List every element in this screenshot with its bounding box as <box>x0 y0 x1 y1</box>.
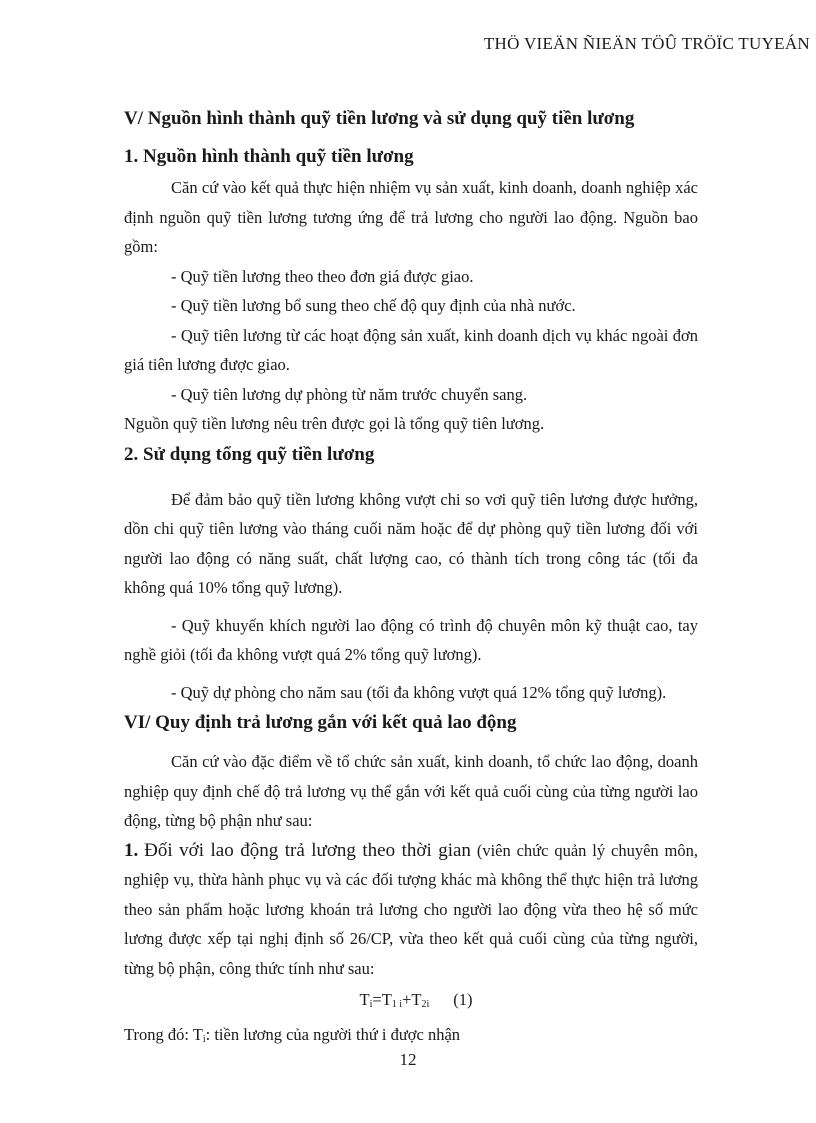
equation-number: (1) <box>453 990 473 1009</box>
section-5-heading: V/ Nguồn hình thành quỹ tiền lương và sử dụng quỹ tiền lương <box>124 108 635 129</box>
subsection-5-1-heading <box>124 141 698 173</box>
page-content <box>124 103 698 1054</box>
formula-term: T <box>411 990 422 1009</box>
paragraph-6-1-body: (viên chức quản lý chuyên môn, nghiệp vụ, thừa hành phục vụ và các đối tượng khác mà không thể thực hiện trả lương theo sản phẩm hoặc lương khoán trả lương cho người lao động vừa theo hệ số mức lương được xếp tại nghị định số 26/CP, vừa theo kết quả cuối cùng của từng người, từng bộ phận, công thức tính như sau: <box>124 840 699 978</box>
formula-operator: + <box>402 990 412 1009</box>
subsection-number: 1. <box>124 839 139 861</box>
section-6-heading: VI/ Quy định trả lương gắn với kết quả lao động <box>124 712 517 733</box>
list-item: - Quỹ tiền lương theo theo đơn giá được giao. <box>171 266 474 286</box>
definition-text: : tiền lương của người thứ i được nhận <box>205 1024 461 1044</box>
page-number: 12 <box>399 1050 417 1069</box>
paragraph-6-1 <box>124 836 698 984</box>
formula-term: T <box>381 990 392 1009</box>
formula-subscript: 1 i <box>391 999 403 1010</box>
list-item: - Quỹ tiên lương từ các hoạt động sản xuất, kinh doanh dịch vụ khác ngoài đơn giá tiên lương được giao. <box>124 325 698 374</box>
paragraph-6-intro: Căn cứ vào đặc điểm về tổ chức sản xuất, kinh doanh, tổ chức lao động, doanh nghiệp quy định chế độ trả lương vụ thể gắn với kết quả cuối cùng của từng người lao động, từng bộ phận như sau: <box>124 752 698 830</box>
running-header: THÖ VIEÄN ÑIEÄN TÖÛ TRÖÏC TUYEÁN <box>483 34 810 53</box>
subsection-number: 1. <box>124 146 139 167</box>
formula-definition <box>124 1020 698 1055</box>
subsection-title: Sử dụng tổng quỹ tiền lương <box>143 443 375 465</box>
formula-subscript: i <box>202 1033 206 1045</box>
list-item: - Quỹ tiên lương dự phòng từ năm trước chuyển sang. <box>171 384 528 404</box>
subsection-title: Đối với lao động trả lương theo thời gian <box>144 839 471 861</box>
formula-1 <box>124 985 698 1020</box>
paragraph-5-1-intro: Căn cứ vào kết quả thực hiện nhiệm vụ sản xuất, kinh doanh, doanh nghiệp xác định nguồn quỹ tiền lương tương ứng để trả lương cho người lao động. Nguồn bao gồm: <box>124 178 698 256</box>
formula-operator: = <box>372 990 382 1009</box>
paragraph-5-2-intro: Để đảm bảo quỹ tiền lương không vượt chi so vơi quỹ tiên lương được hưởng, dồn chi quỹ tiên lương vào tháng cuối năm hoặc để dự phòng quỹ tiền lương đối với người lao động có năng suất, chất lượng cao, có thành tích trong công tác (tối đa không quá 10% tổng quỹ lương). <box>124 489 698 597</box>
subsection-number: 2. <box>124 443 139 465</box>
formula-term: T <box>359 990 370 1009</box>
list-item: - Quỹ khuyến khích người lao động có trình độ chuyên môn kỹ thuật cao, tay nghề giỏi (tối đa không vượt quá 2% tổng quỹ lương). <box>124 615 698 664</box>
formula-subscript: i <box>369 999 373 1010</box>
paragraph-5-1-conclusion: Nguồn quỹ tiền lương nêu trên được gọi là tổng quỹ tiên lương. <box>124 414 545 433</box>
formula-subscript: 2i <box>421 999 430 1010</box>
list-item: - Quỹ dự phòng cho năm sau (tối đa không vượt quá 12% tổng quỹ lương). <box>171 682 667 702</box>
list-item: - Quỹ tiền lương bổ sung theo chế độ quy định của nhà nước. <box>171 296 576 315</box>
subsection-5-2-heading <box>124 439 698 471</box>
definition-lead: Trong đó: T <box>124 1024 203 1044</box>
subsection-title: Nguồn hình thành quỹ tiền lương <box>143 146 414 167</box>
